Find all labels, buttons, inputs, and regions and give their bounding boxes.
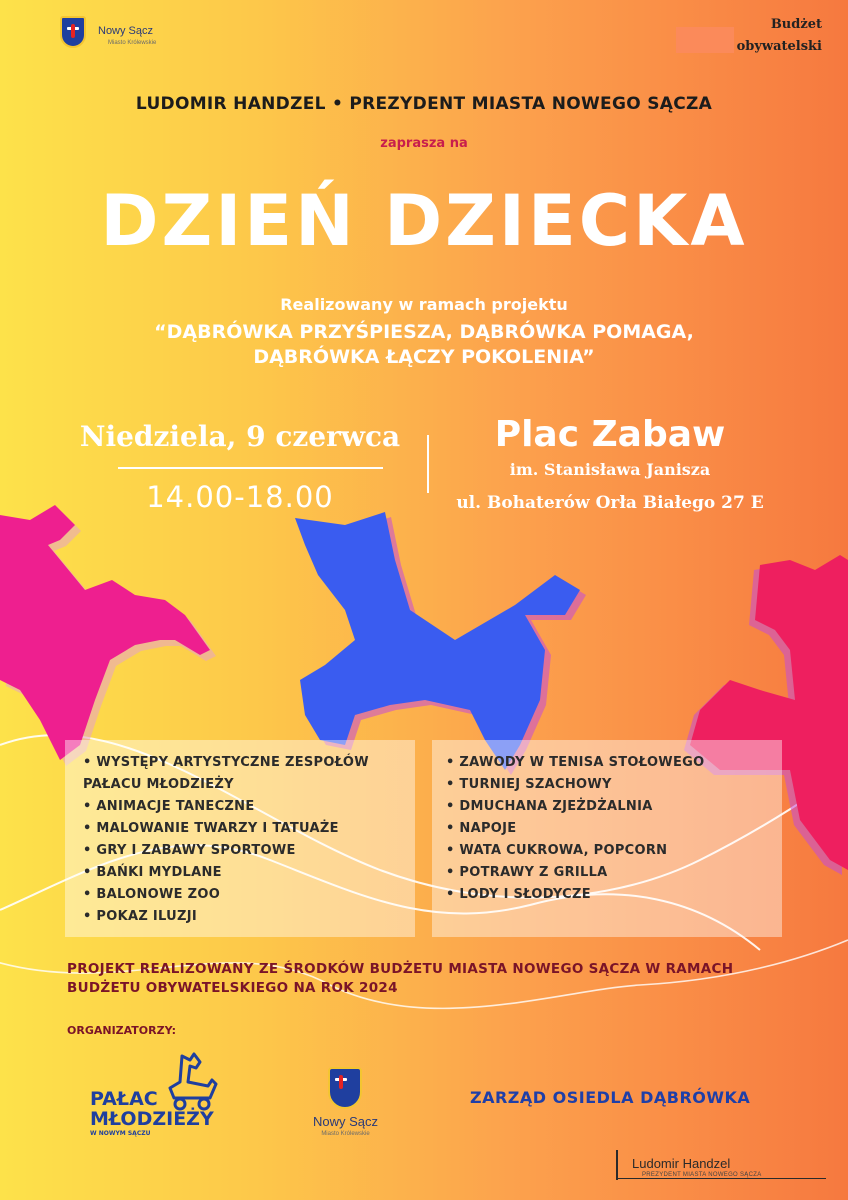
event-title: DZIEŃ DZIECKA	[100, 180, 748, 262]
list-item: • DMUCHANA ZJEŻDŻALNIA	[446, 799, 653, 814]
presenter-line: LUDOMIR HANDZEL • PREZYDENT MIASTA NOWEGO SĄCZA	[135, 94, 713, 114]
project-intro: Realizowany w ramach projektu	[280, 295, 568, 314]
budget-line1: Budżet	[770, 17, 822, 32]
place-street: ul. Bohaterów Orła Białego 27 E	[456, 493, 764, 513]
date-divider	[118, 467, 383, 469]
list-item: • WYSTĘPY ARTYSTYCZNE ZESPOŁÓW	[83, 755, 369, 770]
organizers-label: ORGANIZATORZY:	[67, 1024, 177, 1037]
place-title: Plac Zabaw	[494, 414, 726, 455]
funding-note	[67, 960, 787, 998]
center-horse	[295, 512, 586, 775]
palac-line2: MŁODZIEŻY	[90, 1108, 214, 1130]
event-date: Niedziela, 9 czerwca	[79, 420, 401, 453]
budget-line2: obywatelski	[736, 39, 822, 54]
list-item: • LODY I SŁODYCZE	[446, 887, 591, 902]
signature-underline	[616, 1178, 826, 1179]
funding-line2: BUDŻETU OBYWATELSKIEGO NA ROK 2024	[67, 980, 398, 996]
funding-line1: PROJEKT REALIZOWANY ZE ŚRODKÓW BUDŻETU MIASTA NOWEGO SĄCZA W RAMACH	[67, 961, 734, 977]
palac-line1: PAŁAC	[90, 1088, 158, 1110]
list-item: PAŁACU MŁODZIEŻY	[83, 777, 234, 792]
attractions-right-box	[432, 740, 782, 937]
city-crest-icon	[60, 16, 86, 48]
list-item: • WATA CUKROWA, POPCORN	[446, 843, 668, 858]
list-item: • ZAWODY W TENISA STOŁOWEGO	[446, 755, 705, 770]
signature-bar	[616, 1150, 618, 1180]
signature-name: Ludomir Handzel	[632, 1156, 731, 1171]
city-subtitle: Miasto Królewskie	[108, 40, 157, 46]
list-item: • MALOWANIE TWARZY I TATUAŻE	[83, 821, 339, 836]
list-item: • POTRAWY Z GRILLA	[446, 865, 608, 880]
list-item: • BALONOWE ZOO	[83, 887, 221, 902]
list-item: • POKAZ ILUZJI	[83, 909, 198, 924]
city-crest-icon	[328, 1067, 362, 1109]
place-subtitle: im. Stanisława Janisza	[509, 460, 711, 479]
palac-line3: W NOWYM SĄCZU	[90, 1130, 151, 1137]
project-name-line1: “DĄBRÓWKA PRZYŚPIESZA, DĄBRÓWKA POMAGA,	[154, 321, 694, 343]
event-hours: 14.00-18.00	[146, 480, 334, 514]
project-name-line2: DĄBRÓWKA ŁĄCZY POKOLENIA”	[253, 346, 595, 368]
palac-logo	[90, 1089, 214, 1138]
signature-title: PREZYDENT MIASTA NOWEGO SĄCZA	[642, 1172, 762, 1178]
budget-logo	[700, 14, 822, 58]
left-horse	[0, 505, 216, 766]
vertical-divider	[427, 435, 429, 493]
list-item: • GRY I ZABAWY SPORTOWE	[83, 843, 296, 858]
list-item: • ANIMACJE TANECZNE	[83, 799, 255, 814]
organizer-city-subtitle: Miasto Królewskie	[321, 1131, 370, 1137]
invite-text: zaprasza na	[380, 136, 468, 151]
zarzad-osiedla: ZARZĄD OSIEDLA DĄBRÓWKA	[470, 1088, 751, 1107]
list-item: • BAŃKI MYDLANE	[83, 865, 222, 880]
list-item: • NAPOJE	[446, 821, 517, 836]
organizer-city-name: Nowy Sącz	[312, 1114, 379, 1129]
city-name: Nowy Sącz	[98, 25, 154, 37]
list-item: • TURNIEJ SZACHOWY	[446, 777, 612, 792]
attractions-left-box	[65, 740, 415, 937]
